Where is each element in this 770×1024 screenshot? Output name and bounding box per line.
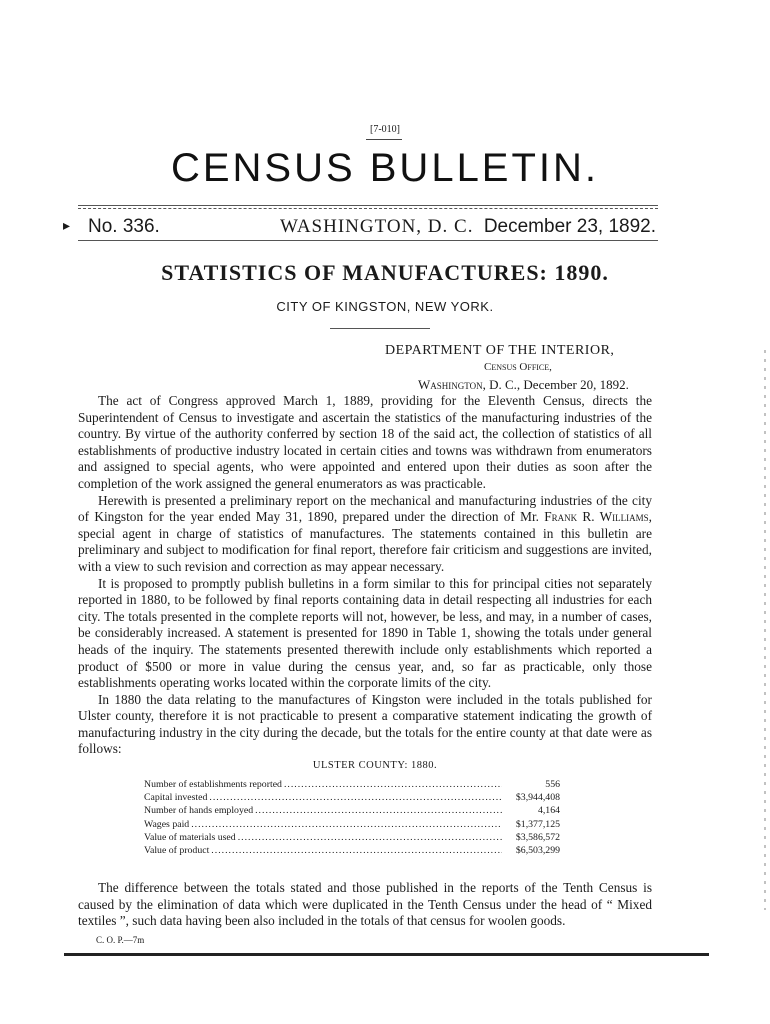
code-underline: [366, 139, 402, 140]
row-label: Capital invested: [144, 791, 208, 803]
bottom-border: [64, 953, 709, 956]
office-line: Census Office,: [484, 361, 552, 373]
dateline-place: Washington,: [418, 377, 486, 392]
department-line: DEPARTMENT OF THE INTERIOR,: [385, 343, 615, 358]
dateline: [418, 377, 629, 393]
report-city: CITY OF KINGSTON, NEW YORK.: [276, 299, 494, 314]
row-value: $6,503,299: [515, 845, 560, 857]
table-row: [144, 778, 560, 791]
document-code: [7-010]: [370, 124, 400, 135]
masthead-top-rule-2: [78, 208, 658, 209]
row-value: $3,586,572: [515, 831, 560, 843]
agent-name: Frank R. Williams: [544, 509, 649, 525]
row-value: $1,377,125: [515, 818, 560, 830]
paragraph-1: The act of Congress approved March 1, 1889, providing for the Eleventh Census, directs the Superintendent of Census to investigate and ascertain the statistics of the manufacturing industries of the country. By virtue of the authority conferred by section 18 of the said act, the collection of statistics of all establishments of productive industry located in certain cities and towns was withdrawn from enumerators and assigned to special agents, who were appointed and entered upon their duties as soon after the completion of the work assigned the general enumerators as was practicable.: [78, 393, 652, 491]
printer-code: C. O. P.—7m: [96, 935, 145, 945]
paragraph-5: The difference between the totals stated and those published in the reports of the Tenth Census is caused by the elimination of data which were duplicated in the Tenth Census under the head of “ Mixed textiles ”, such data having been also included in the totals of that census for woolen goods.: [78, 880, 652, 929]
paragraph-3: It is proposed to promptly publish bulletins in a form similar to this for principal cities not separately reported in 1880, to be followed by final reports containing data in detail respecting all industries for each city. The totals presented in the complete reports will not, however, be less, and may, in a number of cases, be considerably increased. A statement is presented for 1890 in Table 1, showing the totals under general heads of the inquiry. The statements presented therewith include only establishments which reported a product of $500 or more in value during the census year, and, so far as practicable, only those establishments operating works located within the corporate limits of the city.: [78, 575, 652, 691]
table-row: [144, 818, 560, 831]
closing-paragraph-block: [78, 880, 652, 930]
row-label: Number of establishments reported: [144, 778, 282, 790]
publication-place: WASHINGTON, D. C.: [280, 216, 474, 237]
bulletin-title: CENSUS BULLETIN.: [170, 146, 600, 190]
row-value: 556: [545, 778, 560, 790]
report-subtitle: STATISTICS OF MANUFACTURES: 1890.: [161, 260, 609, 285]
publication-date: December 23, 1892.: [483, 216, 656, 237]
masthead-top-rule: [78, 205, 658, 206]
masthead-bottom-rule: [78, 240, 658, 241]
paragraph-2-end: , special agent in charge of statistics of manufactures. The statements contained in this bulletin are preliminary and subject to modification for final report, therefore fair criticism and suggestions are invited, with a view to such revision and correction as may appear necessary.: [78, 509, 652, 574]
table-row: [144, 831, 560, 844]
margin-mark-icon: ▸: [63, 219, 71, 234]
table-row: [144, 791, 560, 804]
table-row: [144, 804, 560, 817]
row-label: Value of product: [144, 845, 210, 857]
ulster-table: [144, 778, 560, 858]
row-label: Number of hands employed: [144, 805, 254, 817]
bulletin-number: No. 336.: [88, 216, 160, 237]
row-value: 4,164: [537, 805, 560, 817]
heading-divider: [330, 328, 430, 329]
dateline-date: D. C., December 20, 1892.: [485, 377, 629, 392]
paragraph-2: [78, 493, 652, 576]
row-label: Value of materials used: [144, 831, 236, 843]
report-body: [78, 393, 652, 860]
paragraph-2-start: Herewith is presented a preliminary report on the mechanical and manufacturing industries of the city of Kingston for the year ended May 31, 1890, prepared under the direction of Mr.: [78, 492, 652, 525]
paragraph-4: In 1880 the data relating to the manufactures of Kingston were included in the totals published for Ulster county, therefore it is not practicable to present a comparative statement indicating the growth of manufacturing industry in the city during the decade, but the totals for the entire county at that date were as follows:: [78, 691, 652, 757]
ulster-table-title: ULSTER COUNTY: 1880.: [312, 760, 438, 772]
row-value: $3,944,408: [515, 791, 560, 803]
scan-edge-artifact: [764, 350, 766, 910]
table-row: [144, 844, 560, 857]
row-label: Wages paid: [144, 818, 190, 830]
